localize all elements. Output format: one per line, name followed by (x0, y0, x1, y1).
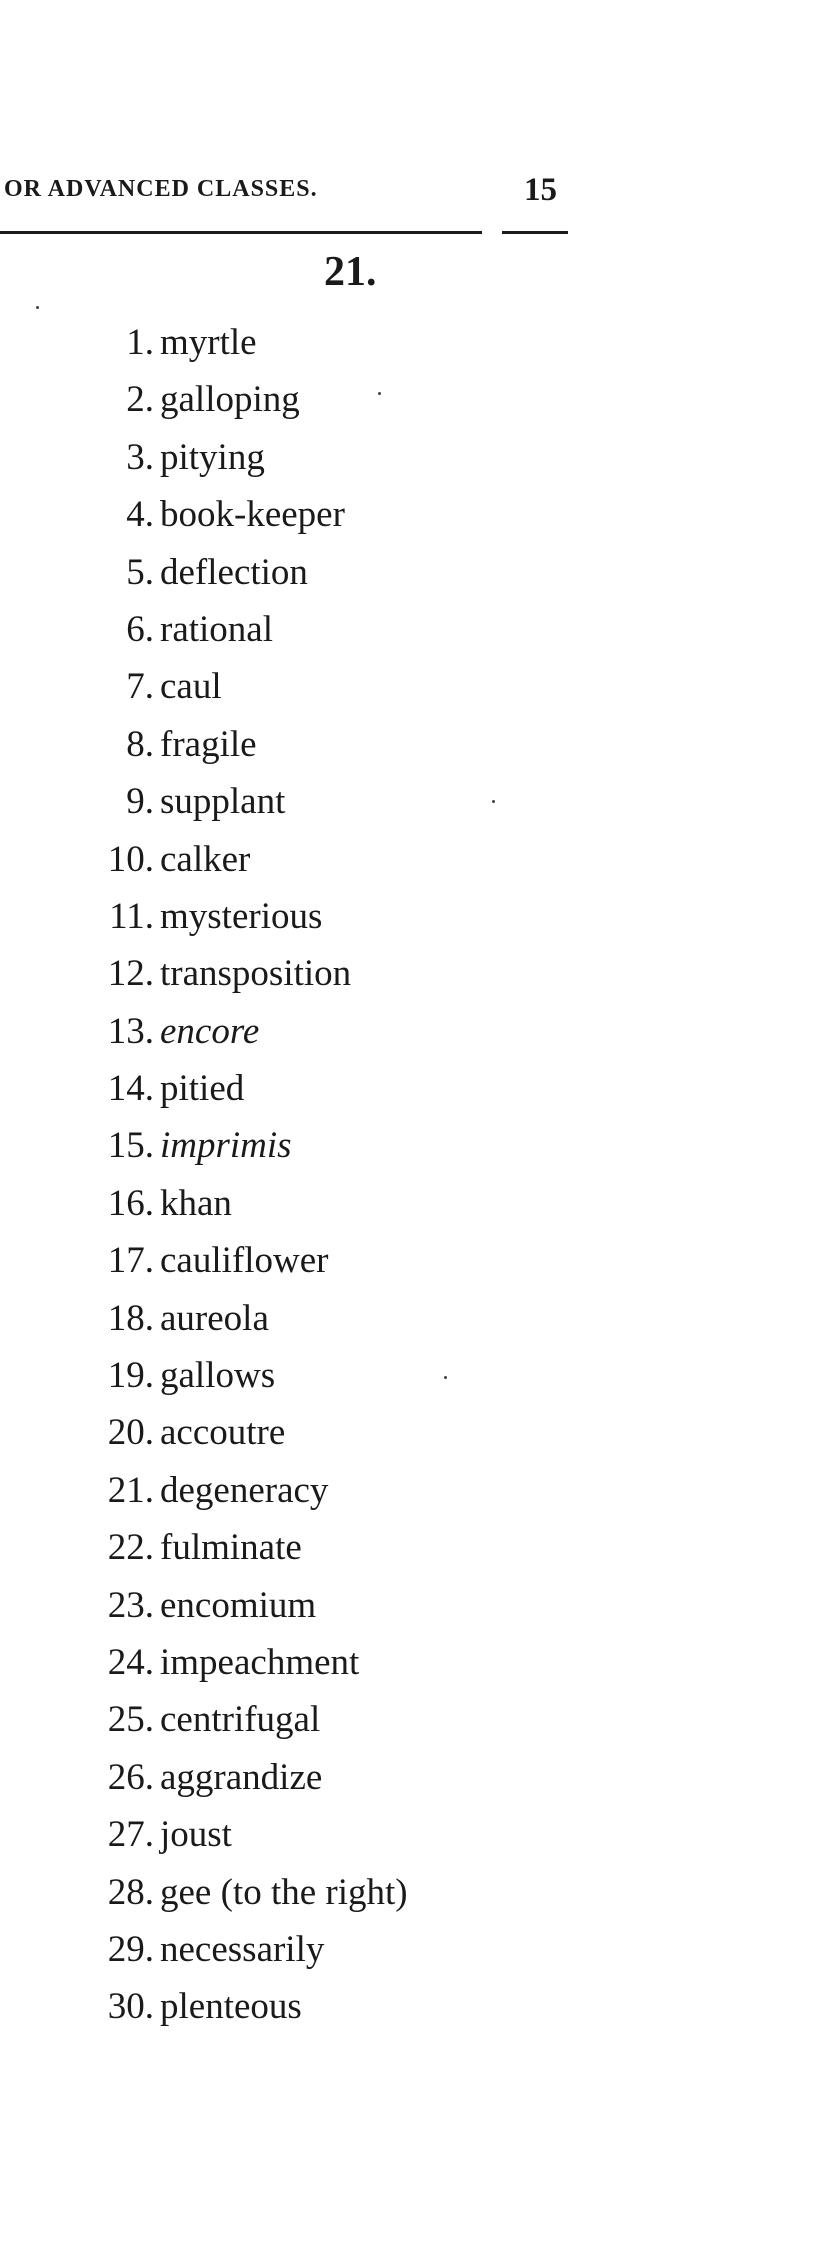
word-number: 4. (126, 494, 154, 536)
spelling-word-list (0, 314, 600, 2036)
word-number: 26. (107, 1756, 154, 1798)
word-text: book-keeper (160, 494, 345, 536)
word-number: 16. (107, 1182, 154, 1224)
word-item (0, 1806, 600, 1863)
word-number: 10. (107, 838, 154, 880)
word-text: aggrandize (160, 1756, 323, 1798)
word-text: supplant (160, 781, 286, 823)
word-item (0, 773, 600, 830)
header-rule-gap (482, 231, 502, 234)
word-text: fragile (160, 723, 257, 765)
word-item (0, 544, 600, 601)
word-number: 17. (107, 1240, 154, 1282)
word-number: 2. (126, 379, 154, 421)
word-text: impeachment (160, 1641, 360, 1683)
word-text: mysterious (160, 895, 323, 937)
word-text: accoutre (160, 1412, 286, 1454)
word-item (0, 945, 600, 1002)
word-item (0, 1519, 600, 1576)
word-text: transposition (160, 953, 352, 995)
word-item (0, 429, 600, 486)
word-number: 12. (107, 953, 154, 995)
word-text: imprimis (160, 1125, 292, 1167)
word-item (0, 831, 600, 888)
word-number: 7. (126, 666, 154, 708)
word-number: 1. (126, 322, 154, 363)
word-number: 14. (107, 1068, 154, 1110)
word-item (0, 1864, 600, 1921)
section-number: 21. (324, 249, 377, 295)
word-text: rational (160, 608, 274, 650)
word-text: encomium (160, 1584, 317, 1626)
word-text: caul (160, 666, 222, 708)
word-text: gee (to the right) (160, 1871, 408, 1913)
word-item (0, 371, 600, 428)
word-text: centrifugal (160, 1699, 321, 1741)
word-item (0, 1290, 600, 1347)
word-number: 8. (126, 723, 154, 765)
word-item (0, 314, 600, 371)
word-text: myrtle (160, 322, 257, 363)
word-item (0, 1462, 600, 1519)
word-number: 23. (107, 1584, 154, 1626)
word-number: 30. (107, 1986, 154, 2028)
word-text: pitied (160, 1068, 245, 1110)
print-speck (378, 392, 381, 395)
word-text: cauliflower (160, 1240, 329, 1282)
word-number: 22. (107, 1527, 154, 1569)
running-title: OR ADVANCED CLASSES. (4, 176, 318, 202)
word-item (0, 658, 600, 715)
word-text: galloping (160, 379, 300, 421)
word-item (0, 1978, 600, 2035)
print-speck (36, 306, 39, 309)
word-number: 21. (107, 1469, 154, 1511)
word-item (0, 601, 600, 658)
word-item (0, 1749, 600, 1806)
word-item (0, 1060, 600, 1117)
word-item (0, 486, 600, 543)
word-text: khan (160, 1182, 232, 1224)
word-number: 28. (107, 1871, 154, 1913)
word-number: 20. (107, 1412, 154, 1454)
word-number: 24. (107, 1641, 154, 1683)
word-text: deflection (160, 551, 308, 593)
word-item (0, 1175, 600, 1232)
word-text: gallows (160, 1355, 276, 1397)
running-head (0, 172, 580, 216)
word-item (0, 716, 600, 773)
word-item (0, 1117, 600, 1174)
word-text: joust (160, 1814, 232, 1856)
word-text: degeneracy (160, 1469, 329, 1511)
word-item (0, 1691, 600, 1748)
word-text: aureola (160, 1297, 269, 1339)
word-number: 9. (126, 781, 154, 823)
word-number: 19. (107, 1355, 154, 1397)
word-number: 13. (107, 1010, 154, 1052)
word-number: 3. (126, 436, 154, 478)
word-item (0, 1347, 600, 1404)
word-number: 5. (126, 551, 154, 593)
word-item (0, 1634, 600, 1691)
word-number: 6. (126, 608, 154, 650)
word-number: 25. (107, 1699, 154, 1741)
word-number: 18. (107, 1297, 154, 1339)
word-item (0, 1921, 600, 1978)
word-text: necessarily (160, 1928, 325, 1970)
word-item (0, 888, 600, 945)
word-text: fulminate (160, 1527, 302, 1569)
word-number: 11. (109, 895, 154, 937)
word-text: calker (160, 838, 251, 880)
word-text: plenteous (160, 1986, 302, 2028)
word-text: encore (160, 1010, 260, 1052)
word-item (0, 1577, 600, 1634)
word-item (0, 1003, 600, 1060)
word-item (0, 1404, 600, 1461)
word-number: 29. (107, 1928, 154, 1970)
print-speck (444, 1376, 447, 1379)
word-number: 15. (107, 1125, 154, 1167)
page-number: 15 (524, 172, 557, 208)
print-speck (492, 800, 495, 803)
word-text: pitying (160, 436, 265, 478)
word-number: 27. (107, 1814, 154, 1856)
word-item (0, 1232, 600, 1289)
